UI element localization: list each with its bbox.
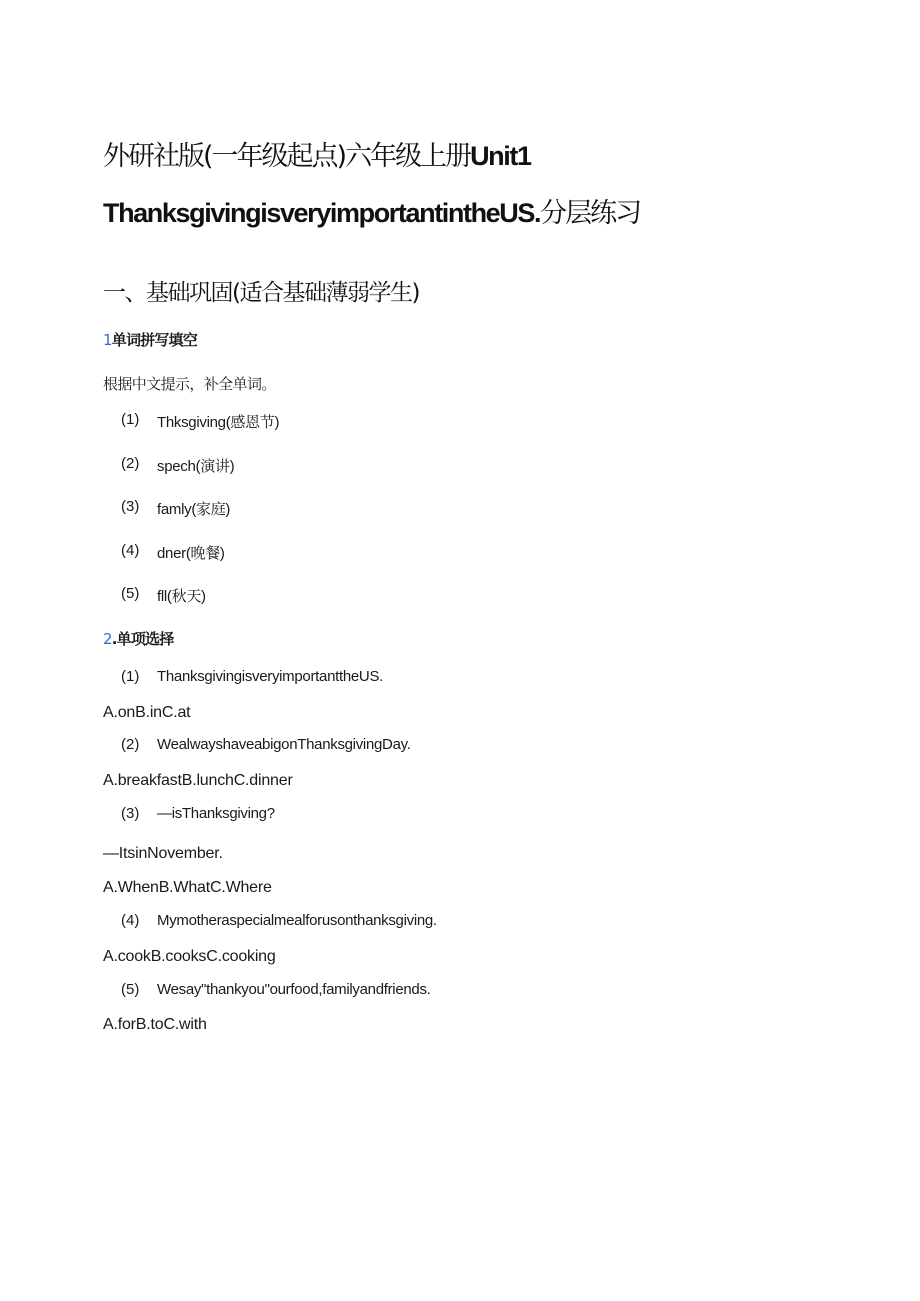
question-text: Wesay"thankyou"ourfood,familyandfriends. <box>157 981 431 998</box>
question-item <box>121 805 275 822</box>
item-number: (5) <box>121 585 140 602</box>
question-text: Mymotheraspecialmealforusonthanksgiving. <box>157 912 437 929</box>
list-item <box>121 455 234 476</box>
part1-number: 1 <box>103 331 112 349</box>
item-text: spech(演讲) <box>157 458 235 475</box>
item-number: (4) <box>121 542 140 559</box>
item-number: (2) <box>121 455 140 472</box>
question-options: A.WhenB.WhatC.Where <box>103 879 272 896</box>
question-options: A.cookB.cooksC.cooking <box>103 948 276 965</box>
title-unit: Unit1 <box>470 141 531 171</box>
item-text: famly(家庭) <box>157 501 231 518</box>
question-number: (1) <box>121 668 140 685</box>
question-options: A.breakfastB.lunchC.dinner <box>103 772 293 789</box>
question-item <box>121 736 411 753</box>
question-number: (3) <box>121 805 140 822</box>
question-text: ThanksgivingisveryimportanttheUS. <box>157 668 384 685</box>
part2-number: 2 <box>103 630 112 648</box>
part1-instruction: 根据中文提示，补全单词。 <box>103 375 276 393</box>
title-cjk: 外研社版(一年级起点)六年级上册 <box>103 141 471 172</box>
part2-heading <box>103 628 173 649</box>
item-text: fll(秋天) <box>157 588 206 605</box>
list-item <box>121 498 230 519</box>
item-number: (3) <box>121 498 140 515</box>
item-text: dner(晚餐) <box>157 545 225 562</box>
part2-title: .单项选择 <box>111 630 174 648</box>
part1-title: 单词拼写填空 <box>111 331 197 349</box>
question-text: WealwayshaveabigonThanksgivingDay. <box>157 736 411 753</box>
question-options: A.onB.inC.at <box>103 704 191 721</box>
question-text: —isThanksgiving? <box>157 805 275 822</box>
title-line-1 <box>103 134 531 173</box>
title-unit-name: ThanksgivingisveryimportantintheUS. <box>103 198 541 228</box>
question-number: (5) <box>121 981 140 998</box>
question-options: A.forB.toC.with <box>103 1016 207 1033</box>
question-item <box>121 981 431 998</box>
title-line-2 <box>103 191 640 230</box>
question-number: (4) <box>121 912 140 929</box>
item-text: Thksgiving(感恩节) <box>157 414 280 431</box>
section-heading: 一、基础巩固(适合基础薄弱学生) <box>103 280 419 306</box>
question-item <box>121 668 383 685</box>
question-number: (2) <box>121 736 140 753</box>
question-item <box>121 912 437 929</box>
question-answer: —ItsinNovember. <box>103 845 223 862</box>
part1-heading <box>103 329 197 350</box>
list-item <box>121 542 225 563</box>
item-number: (1) <box>121 411 140 428</box>
title-suffix: 分层练习 <box>540 198 641 229</box>
list-item <box>121 411 279 432</box>
list-item <box>121 585 206 606</box>
